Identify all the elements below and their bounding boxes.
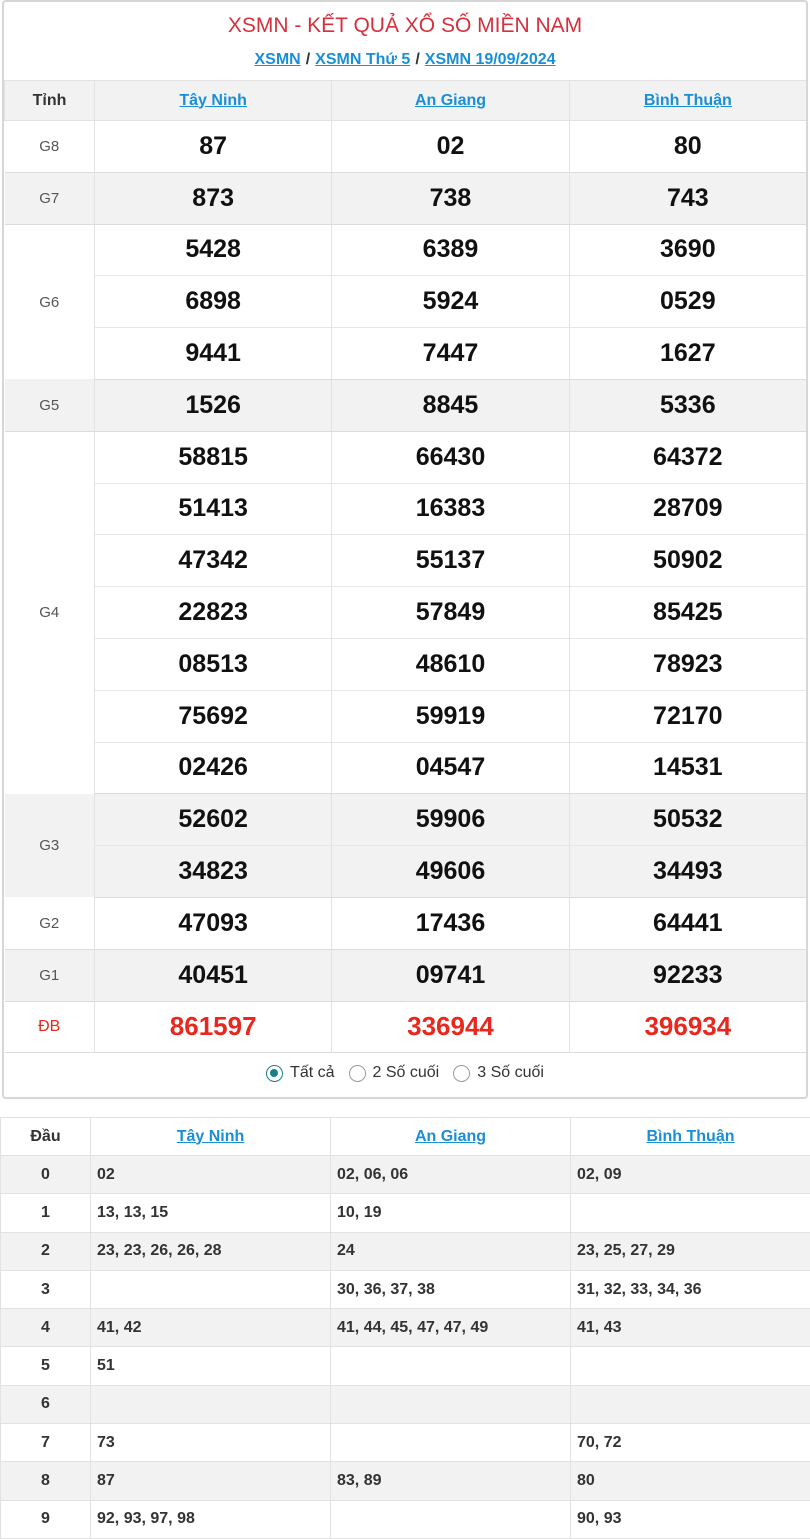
- dau-digit: 0: [1, 1156, 91, 1194]
- result-number: 04547: [332, 742, 569, 794]
- province-header: [332, 81, 569, 121]
- loto-values: 02: [91, 1156, 331, 1194]
- radio-icon[interactable]: [453, 1065, 470, 1082]
- result-number: 87: [95, 121, 332, 173]
- radio-icon[interactable]: [349, 1065, 366, 1082]
- loto-values: 41, 44, 45, 47, 47, 49: [331, 1309, 571, 1347]
- loto-values: 30, 36, 37, 38: [331, 1270, 571, 1308]
- result-number: 14531: [569, 742, 806, 794]
- result-number: 8845: [332, 379, 569, 431]
- dau-digit: 7: [1, 1424, 91, 1462]
- result-number: 64372: [569, 431, 806, 483]
- result-number: 1526: [95, 379, 332, 431]
- loto-row: [1, 1424, 810, 1462]
- result-number: 08513: [95, 638, 332, 690]
- result-number: 50532: [569, 794, 806, 846]
- result-number: 34823: [95, 846, 332, 898]
- page-title: XSMN - KẾT QUẢ XỔ SỐ MIỀN NAM: [4, 14, 806, 38]
- result-number: 5428: [95, 224, 332, 276]
- result-number: 6389: [332, 224, 569, 276]
- result-number: 7447: [332, 328, 569, 380]
- loto-values: 02, 09: [571, 1156, 810, 1194]
- loto-values: [331, 1424, 571, 1462]
- province-link[interactable]: Tây Ninh: [177, 1128, 245, 1145]
- prize-label: G7: [5, 172, 95, 224]
- result-number: 40451: [95, 949, 332, 1001]
- prize-label: G8: [5, 121, 95, 173]
- prize-label: G2: [5, 897, 95, 949]
- result-number: 47342: [95, 535, 332, 587]
- result-number: 52602: [95, 794, 332, 846]
- loto-values: [331, 1385, 571, 1423]
- filter-option-label: Tất cả: [290, 1064, 334, 1082]
- result-number: 17436: [332, 897, 569, 949]
- crumb-xsmn-thu5[interactable]: XSMN Thứ 5: [315, 51, 410, 68]
- loto-values: 41, 43: [571, 1309, 810, 1347]
- result-number: 22823: [95, 587, 332, 639]
- filter-option[interactable]: [349, 1064, 440, 1082]
- result-number: 48610: [332, 638, 569, 690]
- prize-row: [5, 638, 807, 690]
- loto-values: 80: [571, 1462, 810, 1500]
- result-number: 02426: [95, 742, 332, 794]
- tinh-header: Tỉnh: [5, 81, 95, 121]
- result-number: 861597: [95, 1001, 332, 1053]
- result-number: 51413: [95, 483, 332, 535]
- dau-digit: 1: [1, 1194, 91, 1232]
- results-card: [2, 0, 808, 1099]
- prize-label: ĐB: [5, 1001, 95, 1053]
- province-header: [569, 81, 806, 121]
- loto-values: 13, 13, 15: [91, 1194, 331, 1232]
- loto-values: 70, 72: [571, 1424, 810, 1462]
- loto-values: 41, 42: [91, 1309, 331, 1347]
- prize-row: [5, 587, 807, 639]
- result-number: 743: [569, 172, 806, 224]
- loto-values: 51: [91, 1347, 331, 1385]
- province-link[interactable]: Bình Thuận: [644, 92, 732, 109]
- loto-values: 23, 23, 26, 26, 28: [91, 1232, 331, 1270]
- crumb-xsmn[interactable]: XSMN: [254, 51, 300, 68]
- prize-row: [5, 897, 807, 949]
- province-link[interactable]: An Giang: [415, 92, 486, 109]
- loto-values: 31, 32, 33, 34, 36: [571, 1270, 810, 1308]
- prize-row: [5, 276, 807, 328]
- loto-row: [1, 1462, 810, 1500]
- filter-option[interactable]: [453, 1064, 544, 1082]
- loto-row: [1, 1347, 810, 1385]
- dau-digit: 5: [1, 1347, 91, 1385]
- loto-values: 10, 19: [331, 1194, 571, 1232]
- result-number: 50902: [569, 535, 806, 587]
- result-number: 6898: [95, 276, 332, 328]
- prize-row: [5, 172, 807, 224]
- loto-row: [1, 1270, 810, 1308]
- prize-row: [5, 483, 807, 535]
- loto-row: [1, 1232, 810, 1270]
- dau-digit: 2: [1, 1232, 91, 1270]
- digit-filter: [4, 1064, 806, 1087]
- loto-row: [1, 1156, 810, 1194]
- prize-row: [5, 846, 807, 898]
- loto-values: 87: [91, 1462, 331, 1500]
- result-number: 28709: [569, 483, 806, 535]
- prize-row: [5, 328, 807, 380]
- result-number: 09741: [332, 949, 569, 1001]
- loto-values: 24: [331, 1232, 571, 1270]
- province-header: [571, 1118, 810, 1156]
- filter-option-label: 3 Số cuối: [477, 1064, 544, 1082]
- dau-digit: 8: [1, 1462, 91, 1500]
- radio-icon[interactable]: [266, 1065, 283, 1082]
- result-number: 75692: [95, 690, 332, 742]
- result-number: 5924: [332, 276, 569, 328]
- result-number: 66430: [332, 431, 569, 483]
- prize-label: G6: [5, 224, 95, 379]
- loto-values: 90, 93: [571, 1500, 810, 1538]
- prize-row: [5, 1001, 807, 1053]
- crumb-xsmn-date[interactable]: XSMN 19/09/2024: [425, 51, 556, 68]
- dau-digit: 4: [1, 1309, 91, 1347]
- prize-label: G4: [5, 431, 95, 794]
- loto-row: [1, 1385, 810, 1423]
- loto-values: 23, 25, 27, 29: [571, 1232, 810, 1270]
- dau-digit: 3: [1, 1270, 91, 1308]
- province-link[interactable]: An Giang: [415, 1128, 486, 1145]
- loto-values: 73: [91, 1424, 331, 1462]
- prize-row: [5, 121, 807, 173]
- dau-header: Đầu: [1, 1118, 91, 1156]
- result-number: 57849: [332, 587, 569, 639]
- result-number: 1627: [569, 328, 806, 380]
- loto-values: 83, 89: [331, 1462, 571, 1500]
- filter-option[interactable]: [266, 1064, 334, 1082]
- results-table: [4, 80, 807, 1053]
- result-number: 02: [332, 121, 569, 173]
- result-number: 396934: [569, 1001, 806, 1053]
- result-number: 16383: [332, 483, 569, 535]
- province-link[interactable]: Bình Thuận: [647, 1128, 735, 1145]
- result-number: 85425: [569, 587, 806, 639]
- result-number: 5336: [569, 379, 806, 431]
- loto-values: [91, 1385, 331, 1423]
- loto-table: [0, 1117, 810, 1539]
- result-number: 336944: [332, 1001, 569, 1053]
- dau-digit: 9: [1, 1500, 91, 1538]
- prize-label: G5: [5, 379, 95, 431]
- loto-values: 92, 93, 97, 98: [91, 1500, 331, 1538]
- result-number: 64441: [569, 897, 806, 949]
- province-link[interactable]: Tây Ninh: [179, 92, 247, 109]
- loto-row: [1, 1309, 810, 1347]
- loto-values: [571, 1347, 810, 1385]
- loto-row: [1, 1500, 810, 1538]
- dau-digit: 6: [1, 1385, 91, 1423]
- prize-row: [5, 794, 807, 846]
- loto-row: [1, 1194, 810, 1232]
- prize-row: [5, 690, 807, 742]
- result-number: 72170: [569, 690, 806, 742]
- prize-row: [5, 224, 807, 276]
- prize-row: [5, 535, 807, 587]
- loto-values: [571, 1385, 810, 1423]
- result-number: 59919: [332, 690, 569, 742]
- result-number: 80: [569, 121, 806, 173]
- result-number: 873: [95, 172, 332, 224]
- prize-row: [5, 949, 807, 1001]
- result-number: 0529: [569, 276, 806, 328]
- loto-values: 02, 06, 06: [331, 1156, 571, 1194]
- result-number: 47093: [95, 897, 332, 949]
- province-header: [91, 1118, 331, 1156]
- result-number: 9441: [95, 328, 332, 380]
- prize-label: G1: [5, 949, 95, 1001]
- prize-row: [5, 379, 807, 431]
- prize-row: [5, 431, 807, 483]
- result-number: 49606: [332, 846, 569, 898]
- loto-values: [91, 1270, 331, 1308]
- filter-option-label: 2 Số cuối: [373, 1064, 440, 1082]
- loto-values: [331, 1347, 571, 1385]
- prize-row: [5, 742, 807, 794]
- result-number: 58815: [95, 431, 332, 483]
- province-header: [95, 81, 332, 121]
- result-number: 3690: [569, 224, 806, 276]
- loto-values: [331, 1500, 571, 1538]
- result-number: 55137: [332, 535, 569, 587]
- result-number: 92233: [569, 949, 806, 1001]
- breadcrumb: XSMN / XSMN Thứ 5 / XSMN 19/09/2024: [4, 51, 806, 69]
- province-header: [331, 1118, 571, 1156]
- prize-label: G3: [5, 794, 95, 898]
- result-number: 738: [332, 172, 569, 224]
- result-number: 59906: [332, 794, 569, 846]
- loto-values: [571, 1194, 810, 1232]
- result-number: 78923: [569, 638, 806, 690]
- result-number: 34493: [569, 846, 806, 898]
